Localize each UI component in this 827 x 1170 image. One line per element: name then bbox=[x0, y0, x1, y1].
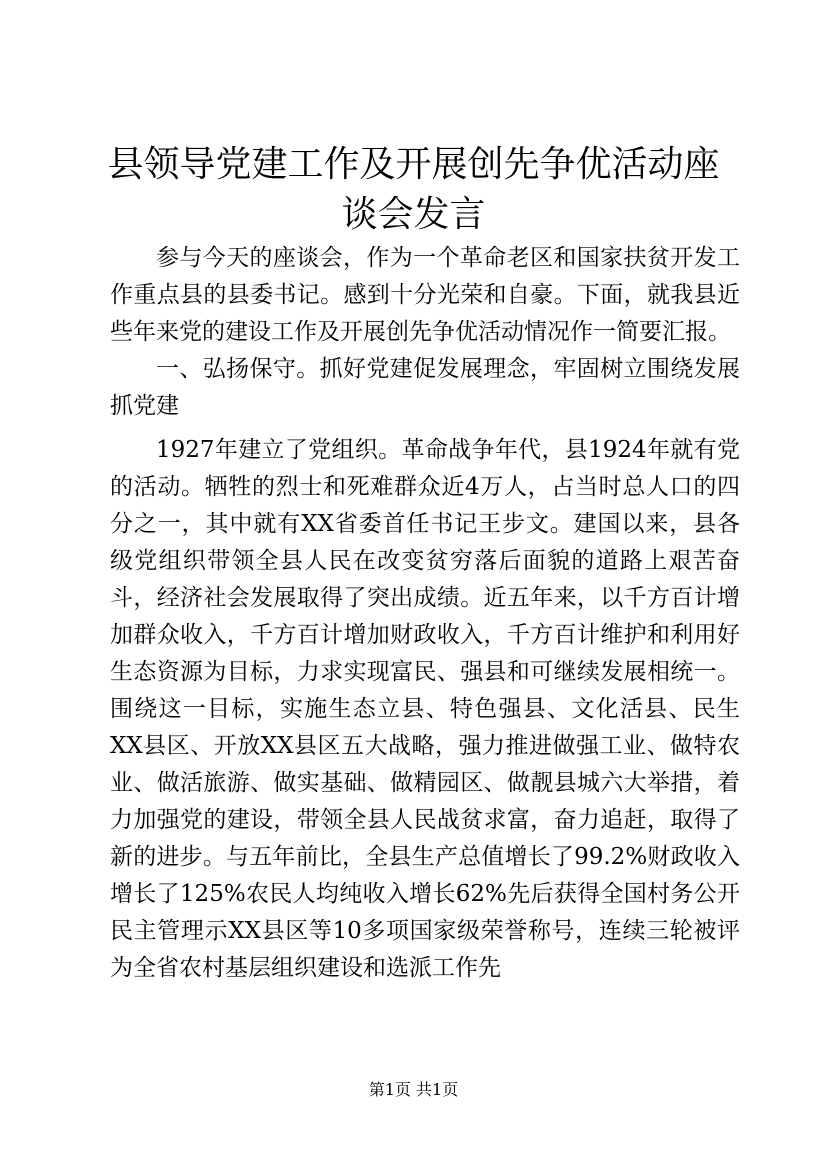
intro-paragraph: 参与今天的座谈会，作为一个革命老区和国家扶贫开发工作重点县的县委书记。感到十分光荣和自豪。下面，就我县近些年来党的建设工作及开展创先争优活动情况作一简要汇报。 bbox=[110, 245, 740, 345]
document-title: 县领导党建工作及开展创先争优活动座谈会发言 bbox=[107, 144, 720, 235]
page-footer: 第1页 共1页 bbox=[368, 1080, 459, 1099]
document-body bbox=[110, 240, 740, 987]
body-paragraph: 1927年建立了党组织。革命战争年代，县1924年就有党的活动。牺牲的烈士和死难群众近4万人，占当时总人口的四分之一，其中就有XX省委首任书记王步文。建国以来，县各级党组织带领全县人民在改变贫穷落后面貌的道路上艰苦奋斗，经济社会发展取得了突出成绩。近五年来，以千方百计增加群众收入，千方百计增加财政收入，千方百计维护和利用好生态资源为目标，力求实现富民、强县和可继续发展相统一。围绕这一目标，实施生态立县、特色强县、文化活县、民生XX县区、开放XX县区五大战略，强力推进做强工业、做特农业、做活旅游、做实基础、做精园区、做靓县城六大举措，着力加强党的建设，带领全县人民战贫求富，奋力追赶，取得了新的进步。与五年前比，全县生产总值增长了99.2%财政收入增长了125%农民人均纯收入增长62%先后获得全国村务公开民主管理示XX县区等10多项国家级荣誉称号，连续三轮被评为全省农村基层组织建设和选派工作先 bbox=[110, 437, 740, 981]
paragraph-gap bbox=[110, 425, 740, 432]
section-heading-paragraph: 一、弘扬保守。抓好党建促发展理念，牢固树立围绕发展抓党建 bbox=[110, 356, 740, 419]
